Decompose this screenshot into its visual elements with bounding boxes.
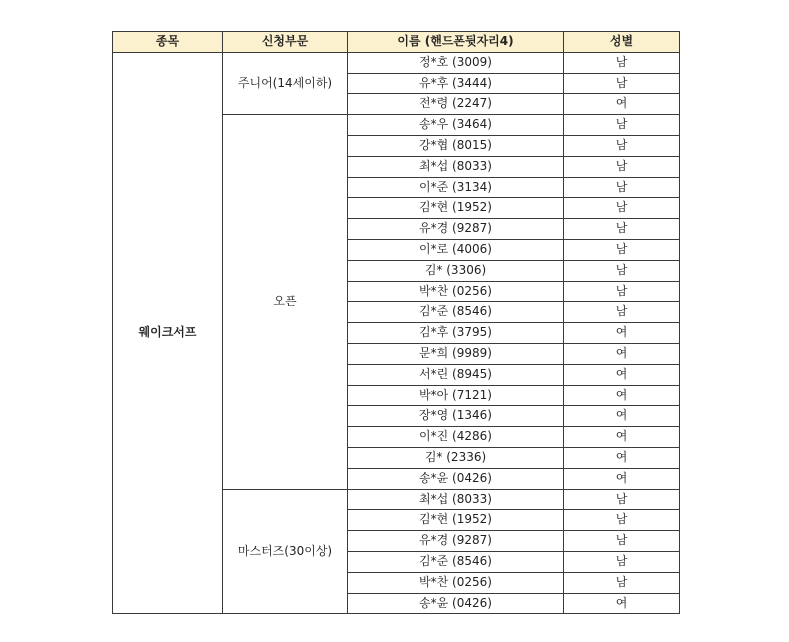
- entry-table: [112, 31, 680, 614]
- gender-cell: 여: [564, 427, 680, 448]
- gender-cell: 여: [564, 364, 680, 385]
- name-cell: 이*진 (4286): [348, 427, 564, 448]
- gender-cell: 남: [564, 177, 680, 198]
- name-cell: 김* (3306): [348, 260, 564, 281]
- gender-cell: 남: [564, 135, 680, 156]
- gender-cell: 남: [564, 156, 680, 177]
- header-gender: 성별: [564, 32, 680, 53]
- name-cell: 송*윤 (0426): [348, 468, 564, 489]
- name-cell: 강*협 (8015): [348, 135, 564, 156]
- division-cell: 주니어(14세이하): [223, 52, 348, 114]
- gender-cell: 남: [564, 260, 680, 281]
- name-cell: 서*린 (8945): [348, 364, 564, 385]
- name-cell: 박*찬 (0256): [348, 572, 564, 593]
- gender-cell: 남: [564, 52, 680, 73]
- name-cell: 정*호 (3009): [348, 52, 564, 73]
- event-cell: 웨이크서프: [113, 52, 223, 614]
- gender-cell: 여: [564, 447, 680, 468]
- name-cell: 전*령 (2247): [348, 94, 564, 115]
- name-cell: 박*아 (7121): [348, 385, 564, 406]
- gender-cell: 남: [564, 489, 680, 510]
- gender-cell: 여: [564, 323, 680, 344]
- table-header: [113, 32, 680, 53]
- division-cell: 오픈: [223, 115, 348, 489]
- gender-cell: 남: [564, 73, 680, 94]
- gender-cell: 남: [564, 302, 680, 323]
- header-event: 종목: [113, 32, 223, 53]
- division-cell: 마스터즈(30이상): [223, 489, 348, 614]
- name-cell: 이*준 (3134): [348, 177, 564, 198]
- name-cell: 유*경 (9287): [348, 219, 564, 240]
- gender-cell: 남: [564, 531, 680, 552]
- name-cell: 유*경 (9287): [348, 531, 564, 552]
- gender-cell: 남: [564, 572, 680, 593]
- gender-cell: 남: [564, 510, 680, 531]
- table-body: [113, 52, 680, 614]
- gender-cell: 남: [564, 219, 680, 240]
- name-cell: 김*현 (1952): [348, 510, 564, 531]
- name-cell: 유*후 (3444): [348, 73, 564, 94]
- name-cell: 장*영 (1346): [348, 406, 564, 427]
- gender-cell: 여: [564, 385, 680, 406]
- name-cell: 이*로 (4006): [348, 239, 564, 260]
- gender-cell: 남: [564, 198, 680, 219]
- header-division: 신청부문: [223, 32, 348, 53]
- name-cell: 박*찬 (0256): [348, 281, 564, 302]
- table-row: [113, 52, 680, 73]
- gender-cell: 남: [564, 239, 680, 260]
- gender-cell: 여: [564, 94, 680, 115]
- gender-cell: 여: [564, 406, 680, 427]
- gender-cell: 남: [564, 281, 680, 302]
- name-cell: 김* (2336): [348, 447, 564, 468]
- name-cell: 김*준 (8546): [348, 302, 564, 323]
- gender-cell: 여: [564, 343, 680, 364]
- name-cell: 문*희 (9989): [348, 343, 564, 364]
- name-cell: 김*준 (8546): [348, 551, 564, 572]
- header-row: [113, 32, 680, 53]
- name-cell: 송*윤 (0426): [348, 593, 564, 614]
- name-cell: 송*우 (3464): [348, 115, 564, 136]
- gender-cell: 여: [564, 593, 680, 614]
- header-name: 이름 (핸드폰뒷자리4): [348, 32, 564, 53]
- name-cell: 최*섭 (8033): [348, 489, 564, 510]
- gender-cell: 여: [564, 468, 680, 489]
- name-cell: 김*후 (3795): [348, 323, 564, 344]
- name-cell: 김*현 (1952): [348, 198, 564, 219]
- gender-cell: 남: [564, 551, 680, 572]
- gender-cell: 남: [564, 115, 680, 136]
- name-cell: 최*섭 (8033): [348, 156, 564, 177]
